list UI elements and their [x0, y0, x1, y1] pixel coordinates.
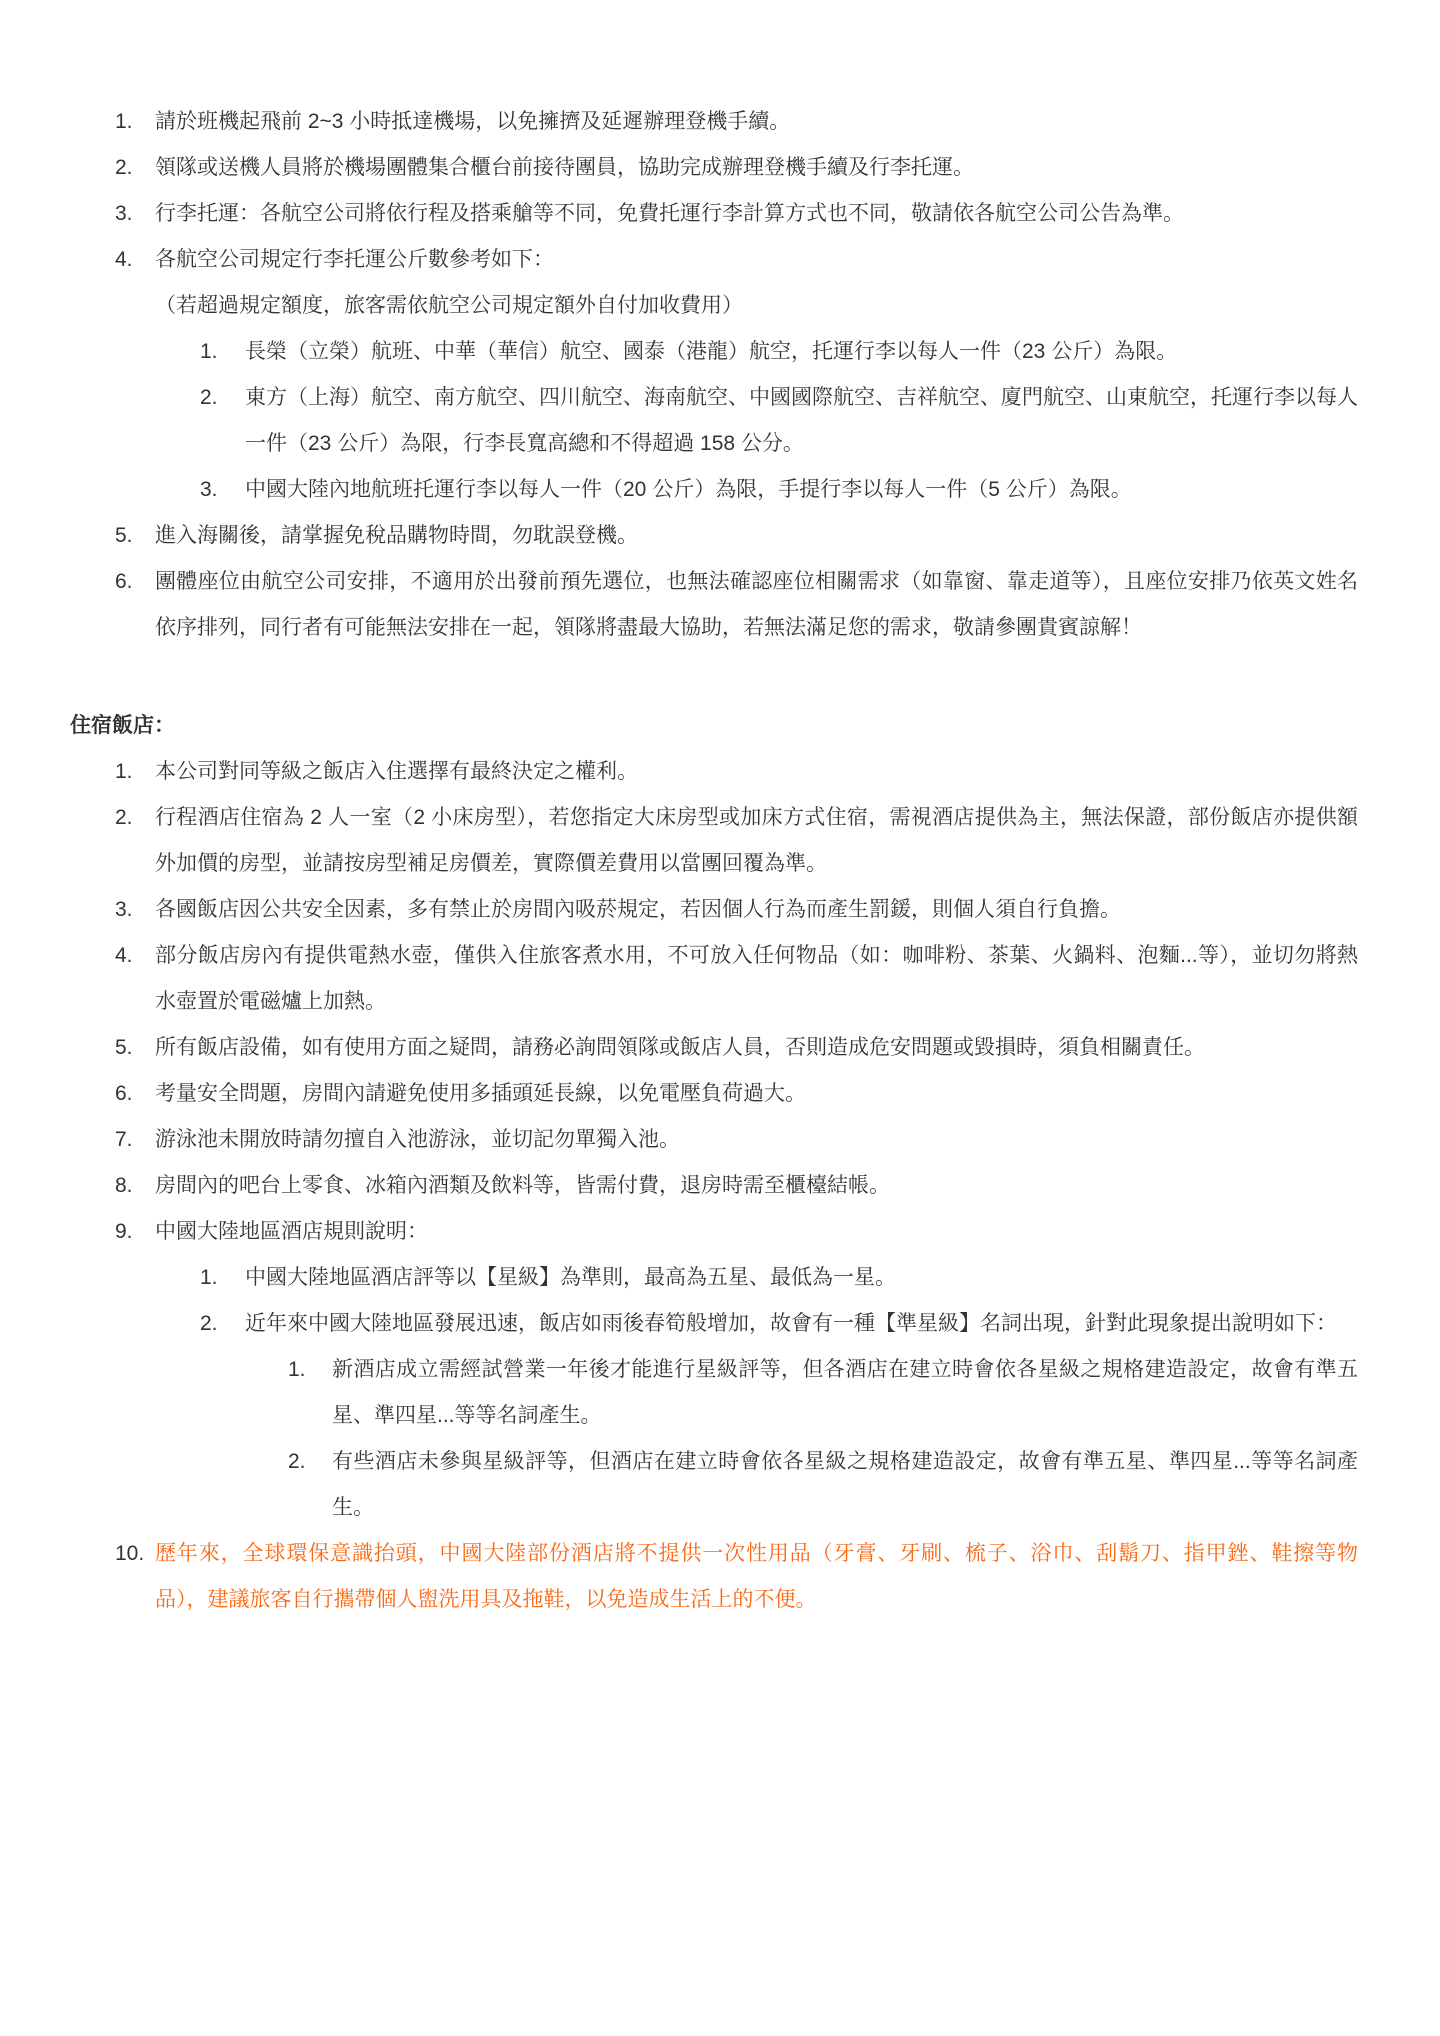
list-item [70, 99, 1358, 145]
list-item [70, 145, 1358, 191]
list-item [70, 1117, 1358, 1163]
list-item-number: 6. [115, 1082, 133, 1105]
hotel-notes-list [70, 749, 1358, 1623]
list-item-number: 2. [115, 156, 133, 179]
list-item-number: 7. [115, 1128, 133, 1151]
flight-notes-list [70, 99, 1358, 651]
list-item-text: 中國大陸地區酒店規則說明： [155, 1220, 428, 1243]
list-item-text: 有些酒店未參與星級評等，但酒店在建立時會依各星級之規格建造設定，故會有準五星、準四星...等等名詞產生。 [332, 1450, 1358, 1519]
list-item [70, 795, 1358, 887]
list-item-number: 10. [115, 1542, 145, 1565]
list-item-text: 中國大陸內地航班托運行李以每人一件（20 公斤）為限，手提行李以每人一件（5 公斤）為限。 [245, 478, 1132, 501]
list-item-number: 1. [288, 1358, 306, 1381]
list-item [70, 887, 1358, 933]
list-item [70, 1163, 1358, 1209]
list-item-number: 2. [200, 386, 218, 409]
list-item-number: 1. [115, 110, 133, 133]
list-item [70, 1439, 1358, 1531]
list-item-number: 9. [115, 1220, 133, 1243]
list-item-text-highlighted: 歷年來，全球環保意識抬頭，中國大陸部份酒店將不提供一次性用品（牙膏、牙刷、梳子、浴巾、刮鬍刀、指甲銼、鞋擦等物品），建議旅客自行攜帶個人盥洗用具及拖鞋，以免造成生活上的不便。 [155, 1542, 1358, 1611]
list-item-number: 5. [115, 1036, 133, 1059]
list-item-text: 長榮（立榮）航班、中華（華信）航空、國泰（港龍）航空，托運行李以每人一件（23 公斤）為限。 [245, 340, 1178, 363]
list-item [70, 749, 1358, 795]
list-item-text: 本公司對同等級之飯店入住選擇有最終決定之權利。 [155, 760, 638, 783]
list-item [70, 1347, 1358, 1439]
list-item [70, 513, 1358, 559]
list-item [70, 1255, 1358, 1301]
list-item-number: 1. [115, 760, 133, 783]
list-item-text: 部分飯店房內有提供電熱水壺，僅供入住旅客煮水用，不可放入任何物品（如：咖啡粉、茶葉、火鍋料、泡麵...等），並切勿將熱水壺置於電磁爐上加熱。 [155, 944, 1358, 1013]
list-item-number: 2. [115, 806, 133, 829]
list-item [70, 1531, 1358, 1623]
list-item [70, 467, 1358, 513]
list-item-number: 2. [288, 1450, 306, 1473]
list-item-text: 各國飯店因公共安全因素，多有禁止於房間內吸菸規定，若因個人行為而產生罰鍰，則個人須自行負擔。 [155, 898, 1121, 921]
list-item-text: 考量安全問題，房間內請避免使用多插頭延長線，以免電壓負荷過大。 [155, 1082, 806, 1105]
list-item-text: 行李托運：各航空公司將依行程及搭乘艙等不同，免費托運行李計算方式也不同，敬請依各航空公司公告為準。 [155, 202, 1184, 225]
list-item-text: 各航空公司規定行李托運公斤數參考如下： [155, 248, 554, 271]
list-item [70, 1209, 1358, 1255]
list-item-text: 團體座位由航空公司安排，不適用於出發前預先選位，也無法確認座位相關需求（如靠窗、靠走道等），且座位安排乃依英文姓名依序排列，同行者有可能無法安排在一起，領隊將盡最大協助，若無法滿足您的需求，敬請參團貴賓諒解！ [155, 570, 1358, 639]
list-item [70, 375, 1358, 467]
list-item-text: 新酒店成立需經試營業一年後才能進行星級評等，但各酒店在建立時會依各星級之規格建造設定，故會有準五星、準四星...等等名詞產生。 [332, 1358, 1358, 1427]
list-item-number: 6. [115, 570, 133, 593]
list-item [70, 933, 1358, 1025]
list-item-text: 所有飯店設備，如有使用方面之疑問，請務必詢問領隊或飯店人員，否則造成危安問題或毀損時，須負相關責任。 [155, 1036, 1205, 1059]
list-item-number: 3. [115, 202, 133, 225]
list-item-number: 3. [115, 898, 133, 921]
list-item-note: （若超過規定額度，旅客需依航空公司規定額外自付加收費用） [155, 294, 743, 317]
list-item-number: 4. [115, 944, 133, 967]
list-item-number: 4. [115, 248, 133, 271]
list-item [70, 1025, 1358, 1071]
list-item-text: 領隊或送機人員將於機場團體集合櫃台前接待團員，協助完成辦理登機手續及行李托運。 [155, 156, 974, 179]
list-item-number: 2. [200, 1312, 218, 1335]
list-item-number: 3. [200, 478, 218, 501]
section-heading: 住宿飯店： [70, 714, 175, 737]
list-item-text: 房間內的吧台上零食、冰箱內酒類及飲料等，皆需付費，退房時需至櫃檯結帳。 [155, 1174, 890, 1197]
list-item-text: 進入海關後，請掌握免稅品購物時間，勿耽誤登機。 [155, 524, 638, 547]
list-item-text: 東方（上海）航空、南方航空、四川航空、海南航空、中國國際航空、吉祥航空、廈門航空、山東航空，托運行李以每人一件（23 公斤）為限，行李長寬高總和不得超過 158 公分。 [245, 386, 1358, 455]
list-item-text: 近年來中國大陸地區發展迅速，飯店如雨後春筍般增加，故會有一種【準星級】名詞出現，針對此現象提出說明如下： [245, 1312, 1337, 1335]
list-item [70, 559, 1358, 651]
list-item-number: 5. [115, 524, 133, 547]
list-item-number: 1. [200, 340, 218, 363]
list-item-text: 請於班機起飛前 2~3 小時抵達機場，以免擁擠及延遲辦理登機手續。 [155, 110, 791, 133]
list-item-number: 1. [200, 1266, 218, 1289]
list-item-text: 游泳池未開放時請勿擅自入池游泳，並切記勿單獨入池。 [155, 1128, 680, 1151]
list-item [70, 237, 1358, 283]
list-item-text: 中國大陸地區酒店評等以【星級】為準則，最高為五星、最低為一星。 [245, 1266, 896, 1289]
list-item [70, 1301, 1358, 1347]
list-item [70, 191, 1358, 237]
list-item [70, 1071, 1358, 1117]
list-item [70, 329, 1358, 375]
list-item-number: 8. [115, 1174, 133, 1197]
list-item-text: 行程酒店住宿為 2 人一室（2 小床房型），若您指定大床房型或加床方式住宿，需視酒店提供為主，無法保證，部份飯店亦提供額外加價的房型，並請按房型補足房價差，實際價差費用以當團回覆為準。 [155, 806, 1358, 875]
